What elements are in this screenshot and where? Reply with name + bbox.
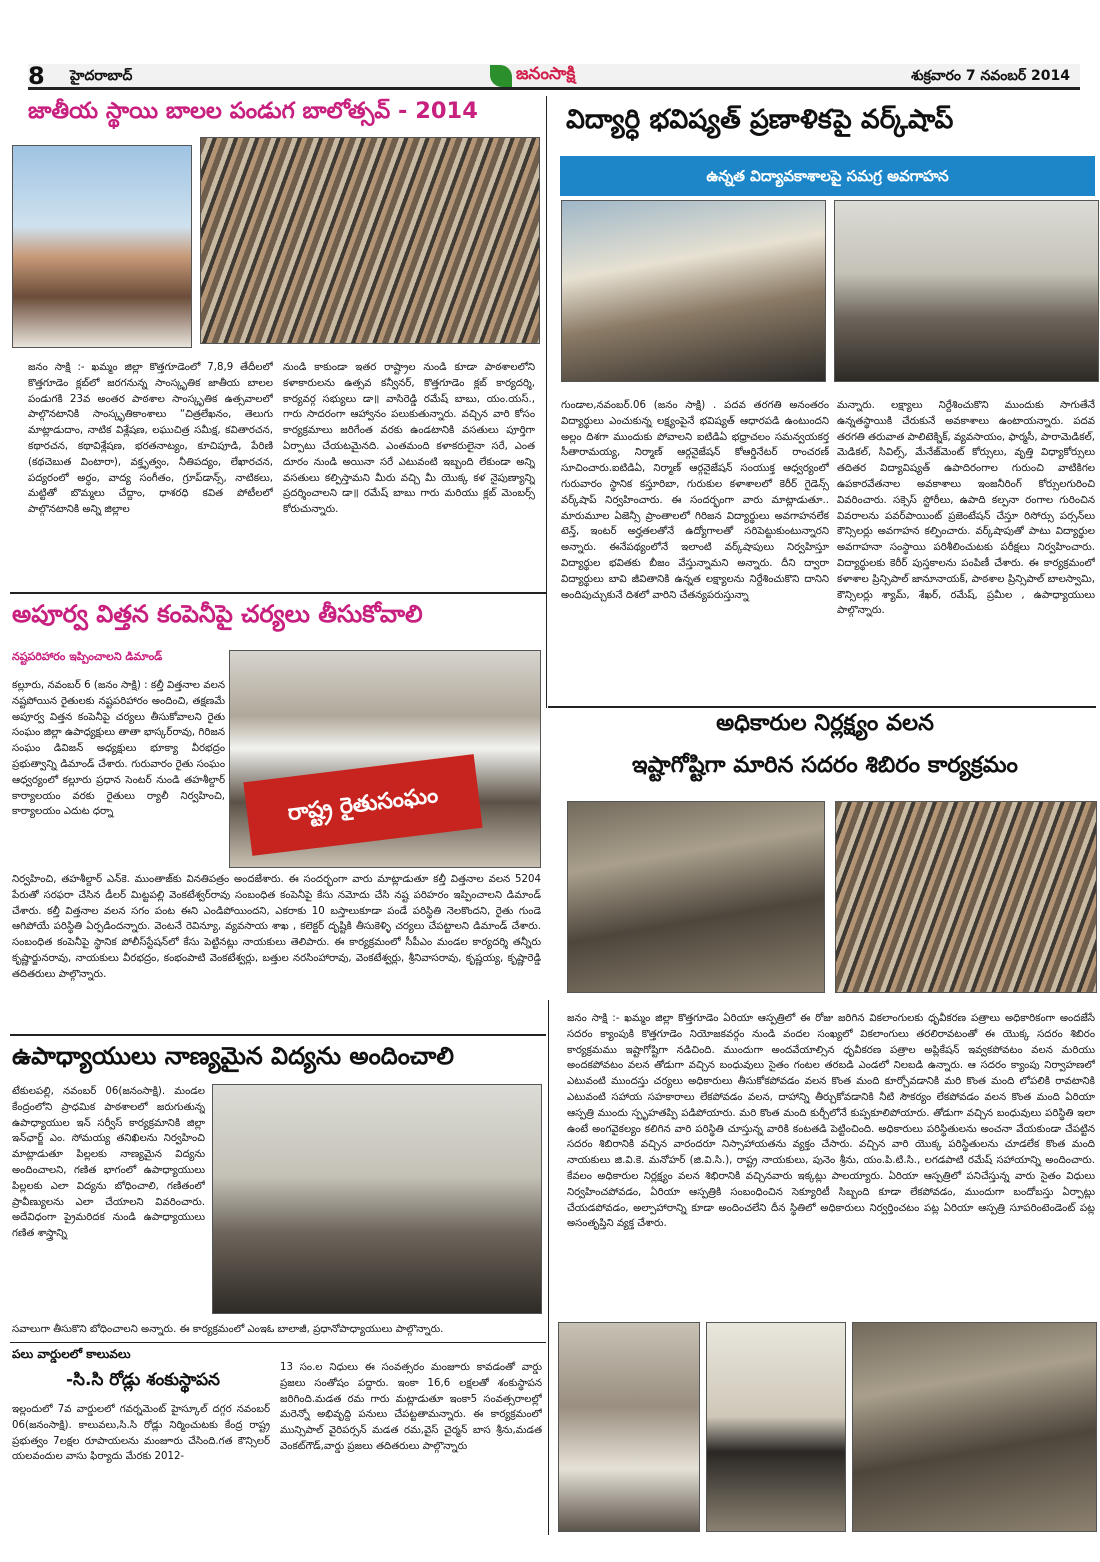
article4-body: జనం సాక్షి :- ఖమ్మం జిల్లా కొత్తగూడెం ఏరియా ఆస్పత్రిలో ఈ రోజు జరిగిన వికలాంగులకు ధృవీకరణ పత్రాలు అధికారికంగా అందజేసే సదరం క్యాంపుకి కొత్తగూడెం నియోజకవర్గం నుండి వందల సంఖ్యలో వికలాంగులు తరలిరావటంతో ఈ యొక్క సదరం శిబిరం కార్యక్రమము ఇష్టాగోష్టిగా నడిచింది. ముందుగా అందవేయాల్సిన ధృవీకరణ పత్రాల అప్లికేషన్ ఇవ్వకపోవటం వలన మరియు అందకపోవటం వలన తోడుగా వచ్చిన బంధువులు సైతం గంటల తరబడి ఎండలో నిలబడి ఉన్నారు. ఆ సదరం క్యాంపు నిర్వాహణలో ఎటువంటి ముందస్తు చర్యలు అధికారులు తీసుకోకపోవడం వలన కొంత మంది కూర్చోవడానికి మరి కొంత మంది లోపలికి రావటానికి ఎటువంటి సహాయ సహకారాలు లేకపోవడం వలన, దాహాన్ని తీర్చుకోవడానికి నీటి సౌకర్యం లేకపోవడం వలన కొంత మంది ఏరియా ఆస్పత్రి ముందు స్పృహతప్పి పడిపోయారు. మరి కొంత మంది కుర్చీలోనే కుప్పకూలిపోయారు. తోడుగా వచ్చిన బంధువులు పరిస్థితి ఇలా ఉంటే అంగవైకల్యం కలిగిన వారి పరిస్థితి చూస్తున్న వారికి కంటతడి పెట్టించింది. అధికారులు పరిస్థితులను అంచనా వేయకుండా చేపట్టిన సదరం శిబిరానికి వచ్చిన వారందరూ నిస్సాహాయతను వ్యక్తం చేసారు. వచ్చిన వారి యొక్క పరిస్థితులను చూడలేక కొంత మంది నాయకులు జి.వి.కె. మనోహర్ (జి.వి.సి.), రాష్ట్ర నాయకులు, పునెం శ్రీను, యం.పి.టి.సి., లగడపాటి రమేష్ సహాయాన్ని అందించారు. కేవలం అధికారుల నిర్లక్ష్యం వలన శిభిరానికి వచ్చినవారు ఇక్కట్లు పాలయ్యారు. ఏరియా ఆస్పత్రిలో పనిచేస్తున్న వారు సైతం విధులు నిర్వహించపోవడం, ఏరియా ఆస్పత్రికి సంబంధించిన సెక్యూరిటీ సిబ్బంది కూడా లేకపోవడం, ముందుగా బందోబస్తు ఏర్పాట్లు చేయడపోవడం, అల్పాహారాన్ని కూడా అందించలేని దీన స్థితిలో అధికారులు నిర్వర్తించటం పట్ల ఏరియా ఆస్పత్రి సూపరింటెండెంట్ పట్ల అసంతృప్తిని వ్యక్త చేశారు. bbox=[567, 1013, 1095, 1230]
article4-elderly-photo bbox=[558, 1322, 700, 1532]
edition-city: హైదరాబాద్ bbox=[70, 68, 133, 84]
article2-workshop-photo bbox=[834, 200, 1099, 382]
article6-column1: ఇల్లందులో 7వ వార్డులలో గవర్నమెంట్ హైస్కూల్ దగ్గర నవంబర్ 06(జనంసాక్షి). కాలువలు,సి.సి రోడ్లు నిర్మించుటకు కేంద్ర రాష్ట్ర ప్రభుత్వం 7లక్షల రూపాయలను మంజూరు చేసింది.గత కౌన్సిలర్ యలవందుల వాసు ఫిర్యాదు మేరకు 2012- bbox=[12, 1404, 270, 1463]
column-divider bbox=[546, 96, 547, 708]
page-number: 8 bbox=[28, 62, 45, 90]
article6-column2: 13 సం.ల నిధులు ఈ సంవత్సరం మంజూరు కావడంతో వార్డు ప్రజలు సంతోషం పద్దారు. ఇంకా 16,6 లక్షలతో శంకుస్థాపన జరిగింది.మడత రమ గారు మట్లాడుతూ ఇంకా5 సంవత్సరాలల్లో మరెన్నో అభివృద్ది పనులు చేపట్టతామన్నారు. ఈ కార్యక్రమంలో మున్సిపాల్ వైరిపర్సన్ మడత రమ,వైస్ చైర్మన్ బాస శ్రీను,మడత వెంకట్‌గౌడ్,వార్డు ప్రజలు తదితరులు పాల్గొన్నారు bbox=[280, 1362, 542, 1452]
article3-headline: అపూర్వ విత్తన కంపెనీపై చర్యలు తీసుకోవాలి bbox=[12, 600, 423, 628]
article3-column1: కల్లూరు, నవంబర్ 6 (జనం సాక్షి) : కల్తీ విత్తనాల వలన నష్టపోయిన రైతులకు నష్టపరిహారం అందించి, తక్షణమే అపూర్వ విత్తన కంపెనీపై చర్యలు తీసుకోవాలని రైతు సంఘం జిల్లా ఉపాధ్యక్షులు తాతా భాస్కర్‌రావు, గిరిజన సంఘం డివిజన్ అధ్యక్షులు భూక్యా వీరభద్రం ప్రభుత్వాన్ని డిమాండ్ చేశారు. గురువారం రైతు సంఘం ఆధ్వర్యంలో కల్లూరు ప్రధాన సెంటర్ నుండి తహశీల్దార్ కార్యాలయం వరకు రైతులు ర్యాలీ నిర్వహించి, కార్యాలయం ఎదుట ధర్నా bbox=[12, 680, 225, 818]
section-divider bbox=[10, 1342, 546, 1343]
article3-banner: రాష్ట్ర రైతుసంఘం bbox=[243, 754, 482, 856]
masthead-name: జనంసాక్షి bbox=[516, 64, 576, 84]
article4-camp-photo bbox=[567, 801, 825, 993]
article1-portrait-photo bbox=[12, 145, 192, 348]
article4-collapsed-photo bbox=[852, 1322, 1097, 1532]
column-divider bbox=[548, 1000, 549, 1535]
article4-headline-line1: అధికారుల నిర్లక్ష్యం వలన bbox=[716, 710, 934, 736]
article3-subheadline: నష్టపరిహారం ఇప్పించాలని డిమాండ్ bbox=[12, 650, 163, 663]
article5-classroom-photo bbox=[212, 1084, 542, 1314]
article1-column2: నుండి కాకుండా ఇతర రాష్ట్రాల నుండి కూడా పాఠశాలలోని కళాకారులను ఉత్సవ కన్వీనర్, కొత్తగూడెం క్లబ్ కార్యదర్శి, కార్యవర్గ సభ్యులు డా॥ వాసిరెడ్డి రమేష్ బాబు, యం.యస్., గారు సాదరంగా ఆహ్వానం పలుకుతున్నారు. వచ్చిన వారి కోసం కార్యక్రమాలు జరిగేంత వరకు ఉండటానికి వసతులు పూర్తిగా ఏర్పాటు చేయటమైనది. ఎంతమంది కళాకరులైనా సరే, ఎంత దూరం నుండి అయినా సరే ఎటువంటి ఇబ్బంది లేకుండా అన్ని వసతులు కల్పిస్తామని మీరు వచ్చి మీ యొక్క కళ నైపుణ్యాన్ని ప్రదర్శించాలని డా॥ రమేష్ బాబు గారు మరియు క్లబ్ మెంబర్స్ కోరుచున్నారు. bbox=[283, 362, 535, 516]
issue-date: శుక్రవారం 7 నవంబర్ 2014 bbox=[911, 68, 1070, 84]
article1-column1: జనం సాక్షి :- ఖమ్మం జిల్లా కొత్తగూడెంలో 7,8,9 తేదీలలో కొత్తగూడెం క్లబ్‌లో జరగనున్న సాంస్కృతిక జాతీయ బాలల పండుగకి 23వ అంతర పాఠశాల సాంస్కృతిక ఉత్సవాలలో పాల్గొనటానికి సాంస్కృతికాంశాలు “చిత్రలేఖనం, తెలుగు మాట్లాడుదాం, నాటిక విశ్లేషణ, లఘుచిత్ర సమీక్ష, కవితారచన, కథారచన, కథావిశ్లేషణ, భరతనాట్యం, కూచిపూడి, పేరిణి (కథచెబుత వింటారా), వక్తృత్వం, నీతిపద్యం, లేఖారచన, పద్యరంలో అర్ధం, వాద్య సంగీతం, గ్రూప్‌డాన్స్, నాటికలు, మట్టితో బొమ్మలు చేద్దాం, ధాశరధి కవిత పోటీలలో పాల్గొనటానికి అన్ని జిల్లాల bbox=[28, 362, 273, 516]
article2-headline: విద్యార్ధి భవిష్యత్ ప్రణాళికపై వర్క్‌షాప్ bbox=[566, 104, 954, 135]
article1-headline: జాతీయ స్థాయి బాలల పండుగ బాలోత్సవ్ - 2014 bbox=[28, 98, 478, 124]
article4-headline-line2: ఇష్టాగోష్టిగా మారిన సదరం శిబిరం కార్యక్రమం bbox=[632, 752, 1018, 778]
article5-column1: టేకులపల్లి, నవంబర్ 06(జనంసాక్షి). మండల కేంద్రంలోని ప్రాధమిక పాఠశాలలో జరుగుతున్న ఉపాధ్యాయుల ఇన్ సర్వీస్ కార్యక్రమానికి జిల్లా ఇన్‌ఛార్జ్ ఎం. సోమయ్య తనిఖిలను నిర్వహించి మాట్లాడుతూ పిల్లలకు నాణ్యమైన విద్యను అందించాలని, గణిత భాగంలో ఉపాధ్యాయులు పిల్లలకు ఎలా విద్యను బోధించాలి, గణితంలో ప్రావీణ్యులను ఎలా చేయాలని వివరించారు. అదేవిధంగా ప్రైమరిదక నుండి ఉపాధ్యాయులు గణిత శాస్త్రాన్ని bbox=[12, 1086, 205, 1240]
section-divider bbox=[10, 592, 546, 594]
article2-subheadline: ఉన్నత విద్యావకాశాలపై సమగ్ర అవగాహన bbox=[560, 156, 1095, 196]
article5-headline: ఉపాధ్యాయులు నాణ్యమైన విద్యను అందించాలి bbox=[12, 1042, 454, 1070]
section-divider bbox=[10, 1034, 546, 1036]
article3-body: నిర్వహించి, తహశీల్దార్ ఎన్‌కె. ముంతాజ్‌కు వినతిపత్రం అందజేశారు. ఈ సందర్భంగా వారు మాట్లాడుతూ కల్తీ విత్తనాల వలన 5204 పేరుతో సరఫరా చేసిన డీలర్ మిట్టపల్లి వెంకటేశ్వర్‌రావు సంబంధిత కంపెనీపై కేసు నమోదు చేసి నష్ట పరిహరం ఇప్పించాలని డిమాండ్ చేశారు. కల్తీ విత్తనాల వలన సగం పంట ఈని ఎండిపోయిందని, ఎకరాకు 10 బస్తాలుకూడా పండే పరిస్థితి నెలకొందని, రైతు గుండె ఆగిపోయే పరిస్థితి ఏర్పడిందన్నారు. వెంటనే రెవిన్యూ, వ్యవసాయ శాఖ , కలెక్టర్ దృష్టికి తీసుకెళ్ళి చర్యలు చేపట్టాలని డిమాండ్ చేశారు. సంబంధిత కంపెనీపై స్థానిక పోలీస్‌స్టేషన్‌లో కేసు పెట్టినట్లు నాయకులు తెలిపారు. ఈ కార్యక్రమంలో సీపీఎం మండల కార్యదర్శి తన్నీరు కృష్ణార్జునరావు, నాయకులు వీరభద్రం, కంభంపాటి వెంకటేశ్వర్లు, బత్తుల నరసింహారావు, వెంకటేశ్వర్లు, శ్రీనివాసరావు, కృష్ణయ్య, కృష్ణారెడ్డి తదితరులు పాల్గొన్నారు. bbox=[12, 874, 541, 980]
article2-classroom-photo bbox=[561, 200, 826, 382]
article6-kicker: పలు వార్డులలో కాలువలు bbox=[12, 1347, 131, 1361]
article1-audience-photo bbox=[200, 137, 540, 344]
article5-tail: సవాలుగా తీసుకొని బోధించాలని అన్నారు. ఈ కార్యక్రమంలో ఎంఇఓ బాలాజీ, ప్రధానోపాధ్యాయులు పాల్గొన్నారు. bbox=[12, 1324, 444, 1335]
article4-crowd-photo bbox=[835, 801, 1097, 993]
section-divider bbox=[548, 706, 1096, 708]
masthead-logo bbox=[490, 63, 608, 89]
article2-column1: గుండాల,నవంబర్.06 (జనం సాక్షి) . పదవ తరగతి అనంతరం విద్యార్థులు ఎంచుకున్న లక్ష్యంపైనే భవిష్యత్ ఆధారపడి ఉంటుందని అల్లం దిశగా ముందుకు పోవాలని ఐటిడిఏ భధ్రాచలం సమన్వయకర్త సీతారామయ్య, నిర్మాణ్ ఆర్గనైజేషన్ కోఆర్డినేటర్ రాంచరణ్ సూచించారు.ఐటిడిఏ, నిర్మాణ్ ఆర్గనైజేషన్ సంయుక్త ఆధ్వర్యంలో గురువారం స్థానిక కస్తూరిబా, గురుకుల కళాశాలలో కెరీర్ గైడెన్స్ వర్క్‌షాప్ నిర్వహించారు. ఈ సందర్భంగా వారు మాట్లాడుతూ.. మారుమూల ఏజెన్సీ ప్రాంతాలలో గిరిజన విద్యార్థులు అవగాహనలేక టెన్త్, ఇంటర్ అర్హతలతోనే ఉద్యోగాలతో సరిపెట్టుకుంటున్నారని అన్నారు. ఈనేపథ్యంలోనే ఇలాంటి వర్క్‌షాపులు నిర్వహిస్తూ విద్యార్థుల భవితకు బీజం వేస్తున్నామని అన్నారు. దీని ద్వారా విద్యార్థులు బావి జీవితానికి ఉన్నత లక్ష్యాలను నిర్దేశించుకొని దానిని అందిపుచ్చుకునే దిశలో వారిని చేతన్యపరుస్తున్నా bbox=[561, 400, 829, 601]
article4-woman-photo bbox=[706, 1322, 846, 1532]
article2-column2: మన్నారు. లక్ష్యాలు నిర్దేశించుకొని ముందుకు సాగుతేనే ఉన్నతస్థాయికి చేరుకునే అవకాశాలు ఉంటాయన్నారు. పదవ తరగతి తరువాత పాలిటెక్నిక్, వ్యవసాయం, ఫార్మసీ, పారామెడికల్, మెడికల్, సివిల్స్, మేనేజ్‌మెంట్ కోర్సులు, వృత్తి విధ్యాకోర్సులు తదితర విద్యావిష్యత్ ఉపాదిరంగాల గురుంచి వాటికిగల ఉపకారవేతనాల అవకాశాలు ఇంజనీరింగ్ కోర్సులగురించి వివరించారు. సక్సెస్ స్టోరీలు, ఉపాది కల్పనా రంగాల గురించిన వివరాలను పవర్‌పాయింట్ ప్రజెంటేషన్ చేస్తూ రిసోర్సు పర్సన్‌లు కౌన్సిలర్లు అవగాహన కల్పించారు. వర్క్‌షాపుతో పాటు విద్యార్థుల అవగాహనా సంస్థాయి పరిశీలించుటకు పరీక్షలు నిర్వహించారు. విద్యార్థులకు కెరీర్ పుస్తకాలను పంపిణీ చేశారు. ఈ కార్యక్రమంలో కళాశాల ప్రిన్సిపాల్ జానూనాయక్, పాఠశాల ప్రిన్సిపాల్ బాలస్వామి, కౌన్సిలర్లు శ్యామ్, శేఖర్, రమేష్, ప్రమీల , ఉపాధ్యాయులు పాల్గొన్నారు. bbox=[837, 400, 1095, 617]
leaf-icon bbox=[490, 65, 512, 87]
article6-headline: -సి.సి రోడ్లు శంకుస్థాపన bbox=[66, 1370, 220, 1390]
